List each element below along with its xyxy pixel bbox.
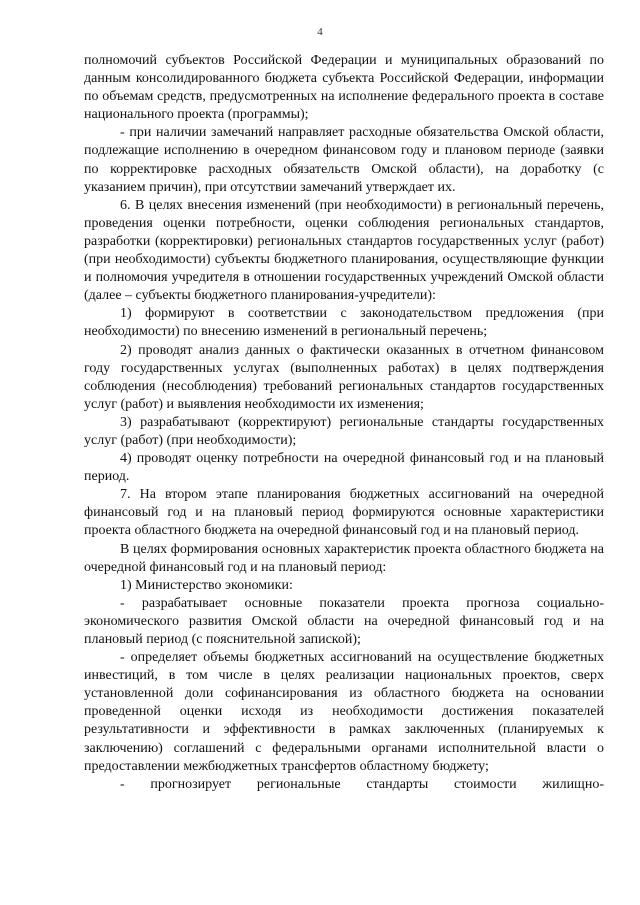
paragraph-subitem-3: 3) разрабатывают (корректируют) региональные стандарты государственных услуг (работ) (при необходимости); (84, 414, 604, 448)
paragraph-investment-allocations: - определяет объемы бюджетных ассигнований на осуществление бюджетных инвестиций, в том числе в целях реализации национальных проектов, сверх установленной доли софинансирования из областного бюджета на основании проведенной оценки исходя из необходимости достижения показателей результативности и эффективности в рамках заключенных (планируемых к заключению) соглашений с федеральными органами исполнительной власти о предоставлении межбюджетных трансфертов областному бюджету; (84, 650, 604, 774)
document-body (84, 52, 604, 794)
page-number: 4 (317, 26, 323, 38)
paragraph-housing-standards: - прогнозирует региональные стандарты стоимости жилищно- (120, 776, 604, 792)
paragraph-subitem-2: 2) проводят анализ данных о фактически оказанных в отчетном финансовом году государственных услугах (выполненных работах) в целях подтверждения соблюдения (несоблюдения) требований региональных стандартов государственных услуг (работ) и выявления необходимости их изменения; (84, 342, 604, 412)
paragraph-item-7: 7. На втором этапе планирования бюджетных ассигнований на очередной финансовый год и на плановый период формируются основные характеристики проекта областного бюджета на очередной финансовый год и на плановый период. (84, 487, 604, 539)
paragraph-subitem-1: 1) формируют в соответствии с законодательством предложения (при необходимости) по внесению изменений в региональный перечень; (84, 306, 604, 340)
paragraph-item-6: 6. В целях внесения изменений (при необходимости) в региональный перечень, проведения оценки потребности, оценки соблюдения региональных стандартов, разработки (корректировки) региональных стандартов государственных услуг (работ) (при необходимости) субъекты бюджетного планирования, осуществляющие функции и полномочия учредителя в отношении государственных учреждений Омской области (далее – субъекты бюджетного планирования-учредители): (84, 197, 604, 304)
paragraph-purpose: В целях формирования основных характеристик проекта областного бюджета на очередной финансовый год и на плановый период: (84, 541, 604, 575)
paragraph-obligations-return: - при наличии замечаний направляет расходные обязательства Омской области, подлежащие исполнению в очередном финансовом году и плановом периоде (заявки по корректировке расходных обязательств Омской области), на доработку (с указанием причин), при отсутствии замечаний утверждает их. (84, 125, 604, 195)
paragraph-ministry-economy: 1) Министерство экономики: (120, 577, 293, 593)
paragraph-forecast-indicators: - разрабатывает основные показатели проекта прогноза социально-экономического развития Омской области на очередной финансовый год и на плановый период (с пояснительной запиской); (84, 595, 604, 647)
paragraph-subitem-4: 4) проводят оценку потребности на очередной финансовый год и на плановый период. (84, 451, 604, 485)
paragraph-continuation: полномочий субъектов Российской Федерации и муниципальных образований по данным консолидированного бюджета субъекта Российской Федерации, информации по объемам средств, предусмотренных на исполнение федерального проекта в составе национального проекта (программы); (84, 53, 604, 123)
